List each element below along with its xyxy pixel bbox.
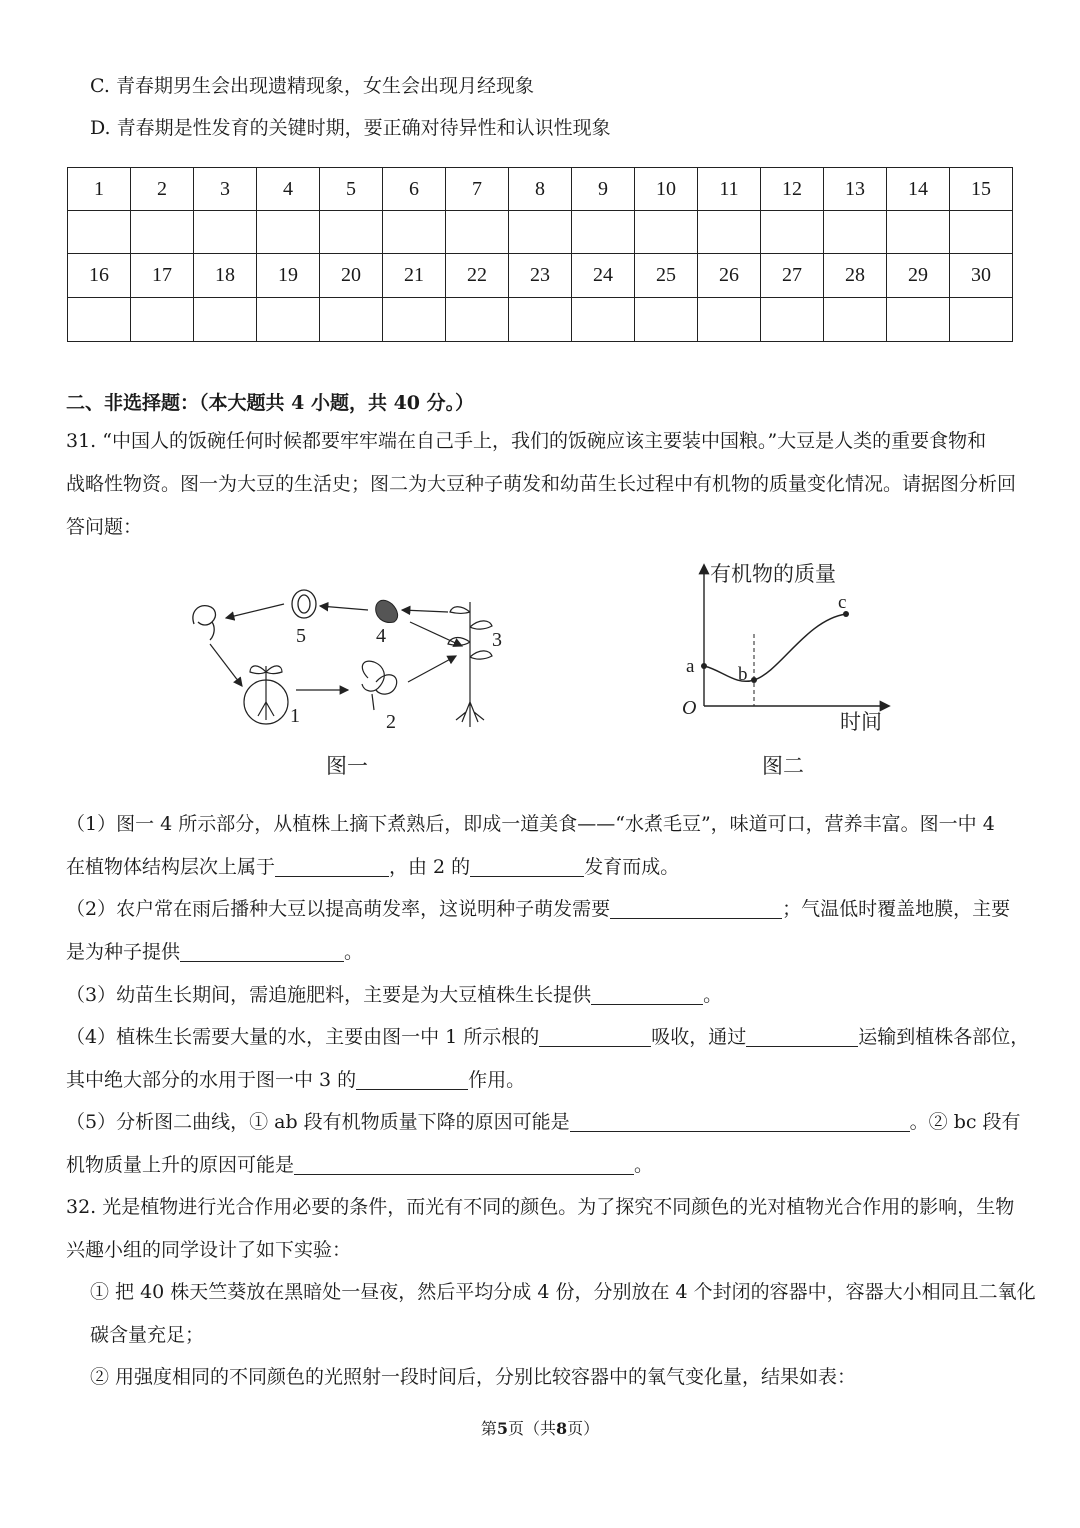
page-footer (0, 1416, 1080, 1439)
answer-cell[interactable] (698, 298, 761, 342)
q31-part2-line2 (66, 939, 1014, 965)
point-a-label: a (686, 656, 695, 677)
figure-2-caption: 图二 (762, 754, 804, 778)
question-number-cell: 26 (698, 254, 761, 298)
q31-part5-text: 。② bc 段有 (909, 1111, 1021, 1133)
question-number-cell: 1 (68, 168, 131, 211)
question-number-cell: 2 (131, 168, 194, 211)
answer-cell[interactable] (950, 211, 1013, 254)
seedling-drawing (244, 666, 288, 724)
q31-part5-text: 。 (634, 1154, 654, 1176)
question-number-cell: 15 (950, 168, 1013, 211)
figure-1-caption: 图一 (326, 754, 368, 778)
question-number-cell: 8 (509, 168, 572, 211)
answer-blank[interactable] (610, 898, 782, 919)
question-number-cell: 23 (509, 254, 572, 298)
answer-cell[interactable] (635, 211, 698, 254)
point-c-label: c (838, 592, 847, 613)
label-4: 4 (376, 625, 386, 647)
question-number-cell: 30 (950, 254, 1013, 298)
question-number-cell: 29 (887, 254, 950, 298)
question-number-cell: 24 (572, 254, 635, 298)
q31-stem-line1: 31. “中国人的饭碗任何时候都要牢牢端在自己手上，我们的饭碗应该主要装中国粮。”大豆是人类的重要食物和 (66, 430, 987, 452)
q31-part2-text: ；气温低时覆盖地膜，主要 (782, 898, 1011, 920)
question-number-cell: 14 (887, 168, 950, 211)
flower-drawing (362, 661, 397, 710)
question-number-cell: 5 (320, 168, 383, 211)
label-2: 2 (386, 711, 396, 733)
question-number-cell: 4 (257, 168, 320, 211)
answer-cell[interactable] (131, 211, 194, 254)
question-number-cell: 9 (572, 168, 635, 211)
point-b (751, 677, 757, 683)
q31-part5-line2 (66, 1152, 1014, 1178)
curve (704, 614, 846, 681)
answer-cell[interactable] (824, 298, 887, 342)
mature-plant-drawing (448, 602, 492, 727)
answer-cell[interactable] (824, 211, 887, 254)
q31-part5-line1 (66, 1109, 1021, 1135)
q32-step2: ② 用强度相同的不同颜色的光照射一段时间后，分别比较容器中的氧气变化量，结果如表： (90, 1366, 857, 1388)
question-number-cell: 18 (194, 254, 257, 298)
q31-part4-line2 (66, 1067, 1014, 1093)
q31-part2-text: （2）农户常在雨后播种大豆以提高萌发率，这说明种子萌发需要 (66, 898, 611, 920)
answer-cell[interactable] (320, 298, 383, 342)
total-page-count: 8 (556, 1419, 568, 1438)
figure-2-organic-matter-curve (676, 558, 906, 748)
answer-blank[interactable] (356, 1069, 468, 1090)
question-number-cell: 21 (383, 254, 446, 298)
answer-blank[interactable] (275, 856, 389, 877)
footer-text: 第 (480, 1419, 497, 1438)
answer-cell[interactable] (446, 298, 509, 342)
label-1: 1 (290, 705, 300, 727)
answer-blank[interactable] (591, 984, 703, 1005)
answer-cell[interactable] (572, 211, 635, 254)
answer-cell[interactable] (257, 298, 320, 342)
footer-text: 页（共 (507, 1419, 556, 1438)
q32-stem-line1: 32. 光是植物进行光合作用必要的条件，而光有不同的颜色。为了探究不同颜色的光对植物光合作用的影响，生物 (66, 1196, 1015, 1218)
footer-text: 页） (567, 1419, 600, 1438)
x-axis-label: 时间 (840, 710, 882, 734)
question-number-cell: 10 (635, 168, 698, 211)
question-number-cell: 25 (635, 254, 698, 298)
label-3: 3 (492, 629, 502, 651)
answer-table-number-row (68, 168, 1013, 211)
q31-part4-text: 运输到植株各部位， (858, 1026, 1030, 1048)
answer-cell[interactable] (68, 298, 131, 342)
question-number-cell: 22 (446, 254, 509, 298)
q31-part4-text: （4）植株生长需要大量的水，主要由图一中 1 所示根的 (66, 1026, 540, 1048)
answer-cell[interactable] (383, 298, 446, 342)
question-number-cell: 27 (761, 254, 824, 298)
q31-part4-text: 其中绝大部分的水用于图一中 3 的 (66, 1069, 357, 1091)
answer-cell[interactable] (887, 298, 950, 342)
question-number-cell: 20 (320, 254, 383, 298)
q31-part2-line1 (66, 896, 1014, 922)
answer-table (67, 167, 1013, 342)
y-axis-label: 有机物的质量 (710, 562, 836, 586)
q32-step1-line2: 碳含量充足； (90, 1324, 205, 1346)
answer-cell[interactable] (257, 211, 320, 254)
point-b-label: b (738, 664, 748, 685)
label-5: 5 (296, 625, 306, 647)
germinating-seed-drawing (193, 606, 216, 640)
q31-part4-text: 吸收，通过 (651, 1026, 747, 1048)
answer-blank[interactable] (570, 1111, 910, 1132)
answer-table-number-row (68, 254, 1013, 298)
seed-drawing (292, 590, 316, 618)
answer-blank[interactable] (470, 856, 584, 877)
answer-cell[interactable] (950, 298, 1013, 342)
answer-cell[interactable] (131, 298, 194, 342)
q31-part1-text: ，由 2 的 (389, 856, 471, 878)
answer-table-blank-row[interactable] (68, 298, 1013, 342)
answer-blank[interactable] (539, 1026, 651, 1047)
q31-stem-line3: 答问题： (66, 516, 143, 538)
choice-d: D. 青春期是性发育的关键时期，要正确对待异性和认识性现象 (90, 117, 611, 139)
q31-part2-text: 。 (344, 941, 364, 963)
answer-blank[interactable] (746, 1026, 858, 1047)
origin-label: O (682, 697, 697, 719)
question-number-cell: 19 (257, 254, 320, 298)
q31-part3-text: （3）幼苗生长期间，需追施肥料，主要是为大豆植株生长提供 (66, 984, 592, 1006)
question-number-cell: 11 (698, 168, 761, 211)
answer-blank[interactable] (180, 941, 344, 962)
q31-part3 (66, 982, 1014, 1008)
question-number-cell: 16 (68, 254, 131, 298)
question-number-cell: 13 (824, 168, 887, 211)
answer-blank[interactable] (294, 1154, 634, 1175)
q31-part1-line2 (66, 854, 1014, 880)
answer-cell[interactable] (635, 298, 698, 342)
answer-cell[interactable] (383, 211, 446, 254)
question-number-cell: 17 (131, 254, 194, 298)
answer-table-blank-row[interactable] (68, 211, 1013, 254)
question-number-cell: 28 (824, 254, 887, 298)
q31-part1-text: 在植物体结构层次上属于 (66, 856, 276, 878)
answer-cell[interactable] (509, 211, 572, 254)
answer-cell[interactable] (761, 298, 824, 342)
answer-cell[interactable] (446, 211, 509, 254)
q31-part5-text: 机物质量上升的原因可能是 (66, 1154, 295, 1176)
answer-cell[interactable] (509, 298, 572, 342)
q31-part4-text: 作用。 (468, 1069, 526, 1091)
answer-cell[interactable] (194, 298, 257, 342)
q31-part4-line1 (66, 1024, 1030, 1050)
q32-step1-line1: ① 把 40 株天竺葵放在黑暗处一昼夜，然后平均分成 4 份，分别放在 4 个封闭的容器中，容器大小相同且二氧化 (90, 1281, 1036, 1303)
answer-cell[interactable] (761, 211, 824, 254)
q31-part1-line1: （1）图一 4 所示部分，从植株上摘下煮熟后，即成一道美食——“水煮毛豆”，味道可口，营养丰富。图一中 4 (66, 813, 995, 835)
q31-part5-text: （5）分析图二曲线，① ab 段有机物质量下降的原因可能是 (66, 1111, 570, 1133)
answer-cell[interactable] (698, 211, 761, 254)
answer-cell[interactable] (68, 211, 131, 254)
answer-cell[interactable] (320, 211, 383, 254)
question-number-cell: 7 (446, 168, 509, 211)
question-number-cell: 3 (194, 168, 257, 211)
q31-part3-text: 。 (703, 984, 723, 1006)
answer-cell[interactable] (194, 211, 257, 254)
question-number-cell: 12 (761, 168, 824, 211)
current-page-number: 5 (496, 1419, 508, 1438)
q31-stem-line2: 战略性物资。图一为大豆的生活史；图二为大豆种子萌发和幼苗生长过程中有机物的质量变化情况。请据图分析回 (66, 473, 1017, 495)
q31-part2-text: 是为种子提供 (66, 941, 181, 963)
pod-drawing (376, 600, 398, 622)
section-title: 二、非选择题：（本大题共 4 小题，共 40 分。） (66, 392, 475, 414)
figure-1-soybean-life-cycle (180, 582, 520, 742)
answer-cell[interactable] (887, 211, 950, 254)
point-a (701, 663, 707, 669)
question-number-cell: 6 (383, 168, 446, 211)
choice-c: C. 青春期男生会出现遗精现象，女生会出现月经现象 (90, 75, 534, 97)
answer-cell[interactable] (572, 298, 635, 342)
q31-part1-text: 发育而成。 (584, 856, 680, 878)
q32-stem-line2: 兴趣小组的同学设计了如下实验： (66, 1239, 352, 1261)
